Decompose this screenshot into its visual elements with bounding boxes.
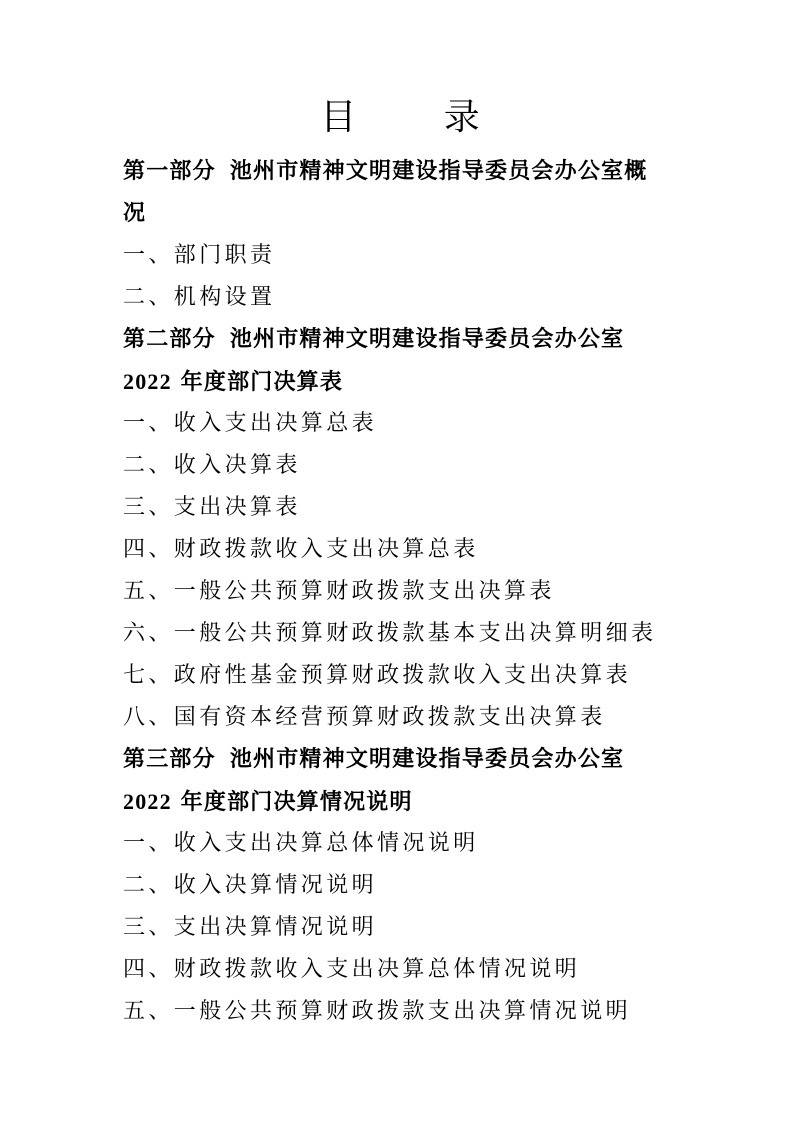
page-title: 目 录 (320, 97, 518, 138)
part1-label: 第一部分 (123, 159, 216, 184)
part1-heading-continued[interactable] (123, 199, 146, 229)
part3-title-line2: 年度部门决算情况说明 (180, 790, 413, 815)
part1-title-line2: 况 (123, 201, 147, 226)
toc-entry-2-7[interactable]: 七、政府性基金预算财政拨款收入支出决算表 (123, 663, 632, 688)
part2-title-line2: 年度部门决算表 (180, 370, 344, 395)
part2-heading-continued[interactable] (123, 367, 343, 398)
toc-entry-2-1[interactable]: 一、收入支出决算总表 (123, 411, 378, 436)
part2-label: 第二部分 (123, 327, 216, 352)
toc-entry-3-1[interactable]: 一、收入支出决算总体情况说明 (123, 831, 479, 856)
part3-heading-continued[interactable] (123, 787, 413, 818)
part1-heading[interactable] (123, 157, 647, 187)
toc-entry-2-6[interactable]: 六、一般公共预算财政拨款基本支出决算明细表 (123, 621, 657, 646)
part2-title-line1: 池州市精神文明建设指导委员会办公室 (229, 327, 625, 352)
toc-entry-3-5[interactable]: 五、一般公共预算财政拨款支出决算情况说明 (123, 999, 632, 1024)
toc-entry-2-2[interactable]: 二、收入决算表 (123, 453, 301, 478)
part3-label: 第三部分 (123, 747, 216, 772)
toc-entry-2-4[interactable]: 四、财政拨款收入支出决算总表 (123, 537, 479, 562)
part2-year: 2022 (123, 369, 172, 394)
toc-entry-1-2[interactable]: 二、机构设置 (123, 285, 276, 310)
part2-heading[interactable] (123, 325, 624, 355)
part1-title-line1: 池州市精神文明建设指导委员会办公室概 (229, 159, 648, 184)
toc-entry-2-8[interactable]: 八、国有资本经营预算财政拨款支出决算表 (123, 705, 606, 730)
toc-entry-3-4[interactable]: 四、财政拨款收入支出决算总体情况说明 (123, 957, 581, 982)
part3-title-line1: 池州市精神文明建设指导委员会办公室 (229, 747, 625, 772)
part3-heading[interactable] (123, 745, 624, 775)
toc-entry-3-3[interactable]: 三、支出决算情况说明 (123, 915, 378, 940)
part3-year: 2022 (123, 789, 172, 814)
toc-entry-1-1[interactable]: 一、部门职责 (123, 243, 276, 268)
toc-entry-2-3[interactable]: 三、支出决算表 (123, 495, 301, 520)
toc-entry-2-5[interactable]: 五、一般公共预算财政拨款支出决算表 (123, 579, 555, 604)
toc-entry-3-2[interactable]: 二、收入决算情况说明 (123, 873, 378, 898)
